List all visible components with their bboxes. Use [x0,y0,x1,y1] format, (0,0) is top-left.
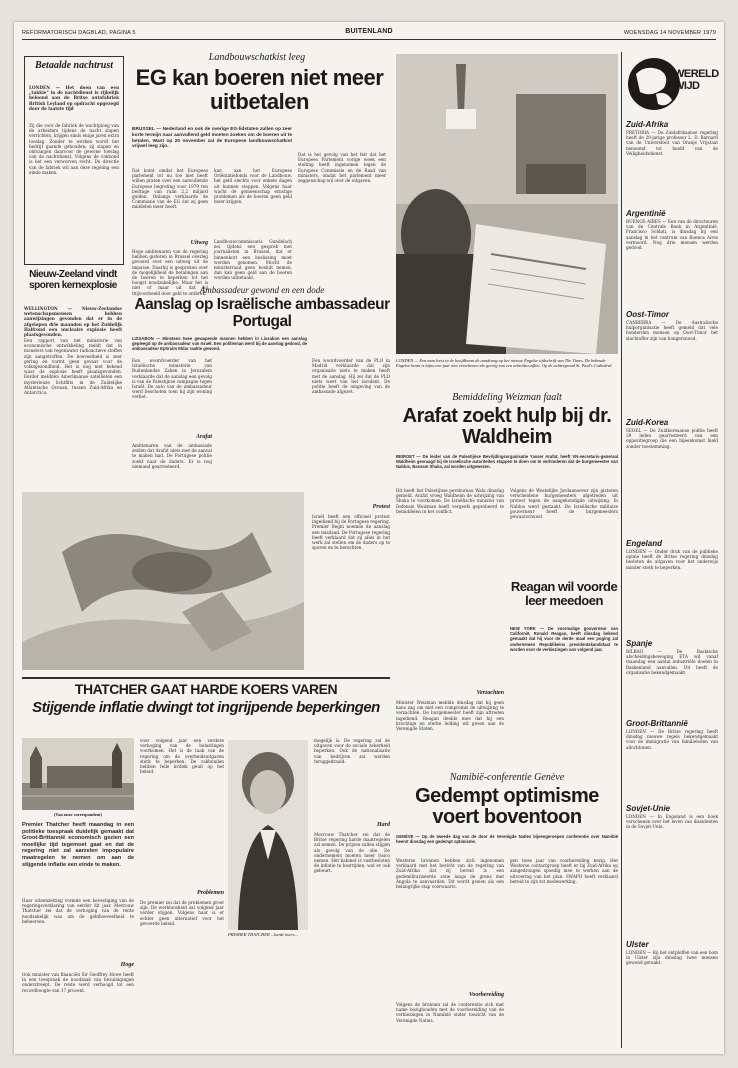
wereld-title: WERELD WIJD [674,68,719,92]
thatcher-photo-caption: PREMIER THATCHER ...harde koers... [228,932,299,937]
wereld-h-6: Groot-Brittannië [626,719,688,728]
namibie-col1: Westerse bronnen hebben zich ingenomen verklaard met het bericht van de regering van Zuid-Afrika dat zij bereid is een gedemilitariseerde zone langs de grens met Angola te aanvaarden. Dit wordt gezien als een belangrijke stap voorwaarts. [396,858,504,890]
photo-times-reader [396,54,618,354]
lead-sub-uitweg: Uitweg [190,240,208,246]
lead-col4: Landbouwcommissaris Gundelach zei, tijdens een gesprek met journalisten in Brussel, dat er binnenkort een beslissing moet worden genomen. Mocht de ministerraad geen besluit nemen, dan kan geen geld aan de boeren worden uitbetaald. [214,239,292,281]
portugal-col2b: Israël heeft een officieel protest ingediend bij de Portugese regering. Premier Begin noemde de aanslag een misdaad. De Portugese regering heeft verklaard dat zij alles in het werk zal stellen om de daders op te sporen en te berechten. [312,514,390,551]
thatcher-sub-hoge: Hoge [120,962,134,968]
wereld-h-2: Oost-Timor [626,310,669,319]
wereld-t-5: BILBAO — De Baskische afscheidingsbeweging ETA wil vanaf maandag een aantal industriële doelen in Baskenland aanvallen. Dit heeft de organisatie bekendgemaakt. [626,649,718,675]
wereld-h-1: Argentinië [626,209,666,218]
arafat-intro: BEIROET — De leider van de Palestijnse Bevrijdingsorganisatie Yasser Arafat, heeft VN-secretaris-generaal Waldheim gevraagd bij de Israëlische autoriteiten stappen te doen om te verhinderen dat de burgemeester van Nablus, Bassam Shaka, zal worden uitgewezen. [396,454,618,470]
illustration-hand [22,492,304,670]
wereld-t-8: LONDEN — Bij het ontploffen van een bom in Ulster zijn dinsdag twee mensen gewond geraakt. [626,950,719,966]
betaalde-box [24,56,124,265]
photo-westminster [22,738,134,810]
photo-thatcher [228,740,308,930]
wereld-h-5: Spanje [626,639,653,648]
wereld-logo [626,54,718,114]
thatcher-byline: (Van onze correspondent) [53,812,103,817]
masthead-left: REFORMATORISCH DAGBLAD, PAGINA 5 [22,30,136,36]
thatcher-sub-problemen: Problemen [197,890,224,896]
thatcher-col3b: Mevrouw Thatcher zei dat de Britse regering harde maatregelen zal nemen. De prijzen zullen stijgen als gevolg van de olie. De ondernemers moeten meer risico nemen. Het kabinet is vastbesloten de inflatie te bestrijden, wat er ook gebeurt. [314,832,390,874]
wereld-divider [621,52,622,1048]
wereld-t-4: LONDEN — Onder druk van de publieke opinie heeft de Britse regering dinsdag besloten de uitgaven voor het onderwijs minder sterk te beperken. [626,549,718,570]
namibie-intro: GENÈVE — Op de tweede dag van de door de Verenigde Naties bijeengeroepen conferentie over Namibië heerst dinsdag een gedempt optimisme. [396,834,618,845]
wereld-t-3: SEOEL — De Zuidkoreaanse politie heeft 29 leden gearresteerd van een oppositiegroep die een bijeenkomst hield zonder toestemming. [626,428,718,449]
thatcher-col3: mogelijk is. De regering zal de uitgaven voor de sociale zekerheid beperken. Ook de nationalisatie van bedrijven zal worden teruggedraaid. [314,738,390,764]
namibie-headline: Gedempt optimisme voert boventoon [415,785,599,828]
portugal-sub-protest: Protest [372,504,390,510]
masthead-right: WOENSDAG 14 NOVEMBER 1979 [623,30,716,36]
lead-intro: BRUSSEL — Nederland en ook de overige EG-lidstaten zullen op zeer korte termijn naar aanvullend geld moeten zoeken om de boeren uit te betalen. Want op 20 november zal de Europese landbouwschatkist vrijwel leeg zijn. [132,127,292,150]
wereld-t-0: PRETORIA — De Zuidafrikaanse regering heeft de 20-jarige professor L. D. Barnard van de Universiteit van Oranje Vrijstaat benoemd tot hoofd van de Veiligheidsdienst. [626,130,718,156]
nz-headline: Nieuw-Zeeland vindt sporen kernexplosie [29,269,117,291]
namibie-col1b: Volgens de bronnen zal de conferentie zich met name bezighouden met de voorbereiding van de verkiezingen in Namibië onder toezicht van de Verenigde Naties. [396,1002,504,1023]
wereld-t-1: BUENOS AIRES — Een van de directeuren van de Centrale Bank in Argentinië, Francisco Soldati, is dinsdag bij een aanslag in het centrum van Buenos Aires vermoord. Nog drie mensen werden gedood. [626,219,718,251]
lead-col3: Dat is het gevolg van het feit dat het Europees Parlement vorige week een stelling heeft ingenomen tegen de Europese Commissie en de Raad van ministers, omdat het parlement meer zeggenschap wil over de uitgaven. [298,152,386,184]
thatcher-col2b: De premier zei dat de problemen groot zijn. De werkloosheid zal volgend jaar verder stijgen. Volgens haar is er echter geen alternatief voor het gevoerde beleid. [140,900,224,926]
newspaper-page [14,22,724,1054]
thatcher-col1b: Ook minister van financiën Sir Geoffrey Howe heeft in een toespraak de noodzaak van bezuinigingen onderstreept. De rente werd verhoogd tot een recordhoogte van 17 procent. [22,972,134,993]
namibie-sub-voorbereiding: Voorbereiding [468,992,504,998]
wereld-h-3: Zuid-Korea [626,418,669,427]
lead-col1: Dat komt omdat het Europees parlement tot nu toe niet heeft willen praten over een aanvullende Europese begroting voor 1979 ten bedrage van ruim 2,2 miljard gulden. Onlangs verklaarde de Commissie van de EG dat zij geen middelen meer heeft. [132,168,208,210]
portugal-intro: LISSABON — Minstens twee gewapende mannen hebben in Lissabon een aanslag gepleegd op de ambassadeur van Israël. Een politieman werd bij de aanslag gedood, de ambassadeur Ephraim Eldar raakte gewond. [132,336,307,352]
wereld-t-6: LONDEN — De Britse regering heeft dinsdag nieuwe regels bekendgemaakt voor de immigratie van familieleden van allochtonen. [626,729,718,750]
portugal-headline: Aanslag op Israëlische ambassadeur Portugal [134,296,390,330]
reagan-body: Minister Weizman meldde dinsdag dat hij geen kans zag om met een compromis de uitwijzing te verzachten. De burgemeester heeft zijn aftreden ingediend. Reagan deelde mee dat hij een krachtige en sterke leiding wil geven aan de Verenigde Staten. [396,700,504,732]
portugal-kicker: Ambassadeur gewond en een dode [199,285,325,295]
thatcher-intro: Premier Thatcher heeft maandag in een politieke toespraak duidelijk gemaakt dat Groot-Brittannië economisch gezien een moeilijke tijd tegemoet gaat en dat de regering niet zal aarzelen impopulaire maatregelen te nemen om aan de stijgende inflatie een einde te maken. [22,822,134,868]
thatcher-rule [22,677,390,679]
betaalde-body: Zij die voor de fabriek de wachtploeg van de arbeiders tijdens de nacht slapen verrichten, krijgen sinds enige jaren extra toeslag. Zonder te werken wordt het bedrijf gaande gehouden; zij slapen en ontvangen daarvoor de gewone toeslag van de nachtdienst. Volgens de vakbond is het een verworven recht. De directie van de fabriek wil aan deze regeling een einde maken. [29,123,119,175]
namibie-col2: gen twee jaar van voorbereiding bezig. Het Westerse contactgroep heeft er bij Zuid-Afrika op aangedrongen spoedig mee te werken aan de uitvoering van het plan. SWAPO heeft verklaard bereid te zijn tot medewerking. [510,858,618,884]
portugal-col1: Een woordvoerder van het Israëlische ministerie van Buitenlandse Zaken in Jeruzalem verklaarde dat de aanslag een gevolg is van de Palestijnse campagne tegen Israël. De auto van de ambassadeur werd beschoten toen hij zijn woning verliet. [132,358,212,400]
lead-col2: kan aan het Europese Oriëntatiefonds voor de Landbouw, het geld slechts voor enkele dagen uit kunnen stoppen. Volgens haar wacht de gemeenschap ernstige problemen als de boeren geen geld meer krijgen. [214,168,292,205]
masthead-rule [22,39,716,40]
wereld-h-0: Zuid-Afrika [626,120,669,129]
portugal-col2: Een woordvoerder van de PLO in Madrid verklaarde dat zijn organisatie niets te maken heeft met de aanslag. Hij zei dat de PLO niets weet van het incident. De politie heeft de omgeving van de ambassade afgezet. [312,358,390,395]
wereld-h-7: Sovjet-Unie [626,804,671,813]
arafat-col1: Dit heeft het Palestijnse persbureau Wafa dinsdag gemeld. Arafat vroeg Waldheim de uitwijzing van Shaka te voorkomen. De Israëlische minister van Defensie Weizman heeft vergeefs geprobeerd te bemiddelen in het conflict. [396,488,504,514]
thatcher-sub: Stijgende inflatie dwingt tot ingrijpende beperkingen [32,699,380,716]
betaalde-lead: LONDEN — Het doen van een „tukkie" in de nachtdienst is rijkelijk beloond aan de Britse autofabriek British Leyland op opdracht opgezegd door de laatste tijd [29,85,119,111]
masthead-center: BUITENLAND [345,28,393,35]
arafat-col2: Volgens de Westelijke Jordaanoever zijn gisteren verscheidene burgemeesters afgetreden uit protest tegen de aangekondigde uitwijzing. In Nablus werd gestaakt. De Israëlische militaire gouverneur heeft de burgemeesters gewaarschuwd. [510,488,618,520]
portugal-sub-arafat: Arafat [195,434,212,440]
betaalde-title: Betaalde nachtrust [34,60,114,71]
lead-col2b: Hoge ambtenaren van de regering hebben gisteren in Brussel overleg gevoerd over een uitweg uit de impasse. Daarbij is gesproken over de mogelijkheid de betalingen aan de boeren te beperken tot het hoogst noodzakelijke. Maar het is niet of maar uit dat bij thijvoorbeeld door geld te ontbrek. [132,249,208,296]
thatcher-col1: Haar uiteenzetting vormde een bevestiging van de regeringsverklaring van eerder dit jaar. Mevrouw Thatcher zei dat de verhoging van de rente noodzakelijk was om de geldhoeveelheid te beheersen. [22,898,134,924]
reagan-sub-verzachten: Verzachten [476,690,504,696]
lead-headline: EG kan boeren niet meer uitbetalen [135,65,384,114]
nz-lead: WELLINGTON — Nieuw-Zeelandse wetenschapsmensen hebben aanwijzingen gevonden dat er in de afgelopen drie maanden op het Zuidelijk Halfrond een nucleaire explosie heeft plaatsgevonden. [24,306,122,338]
thatcher-col2: voor volgend jaar een verdere verhoging van de belastingen voorkomen. Het is de taak van de regering om de overheidsuitgaven sterk te beperken. De vakbonden hebben felle kritiek geuit op het beleid. [140,738,224,775]
wereld-t-7: LONDEN — In Engeland is een boek verschenen over het leven van dissidenten in de Sovjet-Unie. [626,814,718,830]
reagan-headline: Reagan wil voorde leer meedoen [510,579,618,608]
nz-body: Een rapport van het ministerie van economische ontwikkeling meldt dat in monsters van regenwater radioactieve stoffen zijn aangetroffen. De hoeveelheid is zeer gering en vormt geen gevaar voor de volksgezondheid. Het is nog niet bekend waar de explosie heeft plaatsgevonden. Eerder meldden Amerikaanse satellieten een mysterieuze lichtflits in de Zuidelijke Atlantische Oceaan, tussen Zuid-Afrika en Antarctica. [24,338,122,396]
wereld-h-8: Ulster [626,940,649,949]
lead-kicker: Landbouwschatkist leeg [208,52,306,63]
thatcher-headline: THATCHER GAAT HARDE KOERS VAREN [74,681,338,697]
wereld-h-4: Engeland [626,539,663,548]
arafat-kicker: Bemiddeling Weizman faalt [452,392,562,403]
wereld-t-2: CANBERRA — De Australische hulporganisatie heeft gemeld dat vele honderden mensen op Oost-Timor het slachtoffer zijn van hongersnood. [626,320,718,341]
portugal-col1b: Ambtenaren van de ambassade zeiden dat Arafat niets met de aanval te maken had. De Portugese politie zoekt naar de daders. Er is nog niemand gearresteerd. [132,443,212,469]
thatcher-sub-hard: Hard [376,822,390,828]
namibie-kicker: Namibië-conferentie Genève [449,772,565,783]
arafat-headline: Arafat zoekt hulp bij dr. Waldheim [402,405,612,448]
photo-top-caption: LONDEN — Een man leest in de hoofdkrant de aandrang op het nieuwe Engelse tijdschrift van The Times. De bekende Engelse krant is bijna een jaar niet verschenen als gevolg van een arbeidsconflict. Op de achtergrond St. Paul's Cathedral. [396,358,613,369]
reagan-intro: NEW YORK — De voormalige gouverneur van Californië, Ronald Reagan, heeft dinsdag bekend gemaakt dat hij voor de derde maal een poging zal ondernemen Republikeins presidentskandidaat te worden voor de verkiezingen van volgend jaar. [510,626,618,652]
